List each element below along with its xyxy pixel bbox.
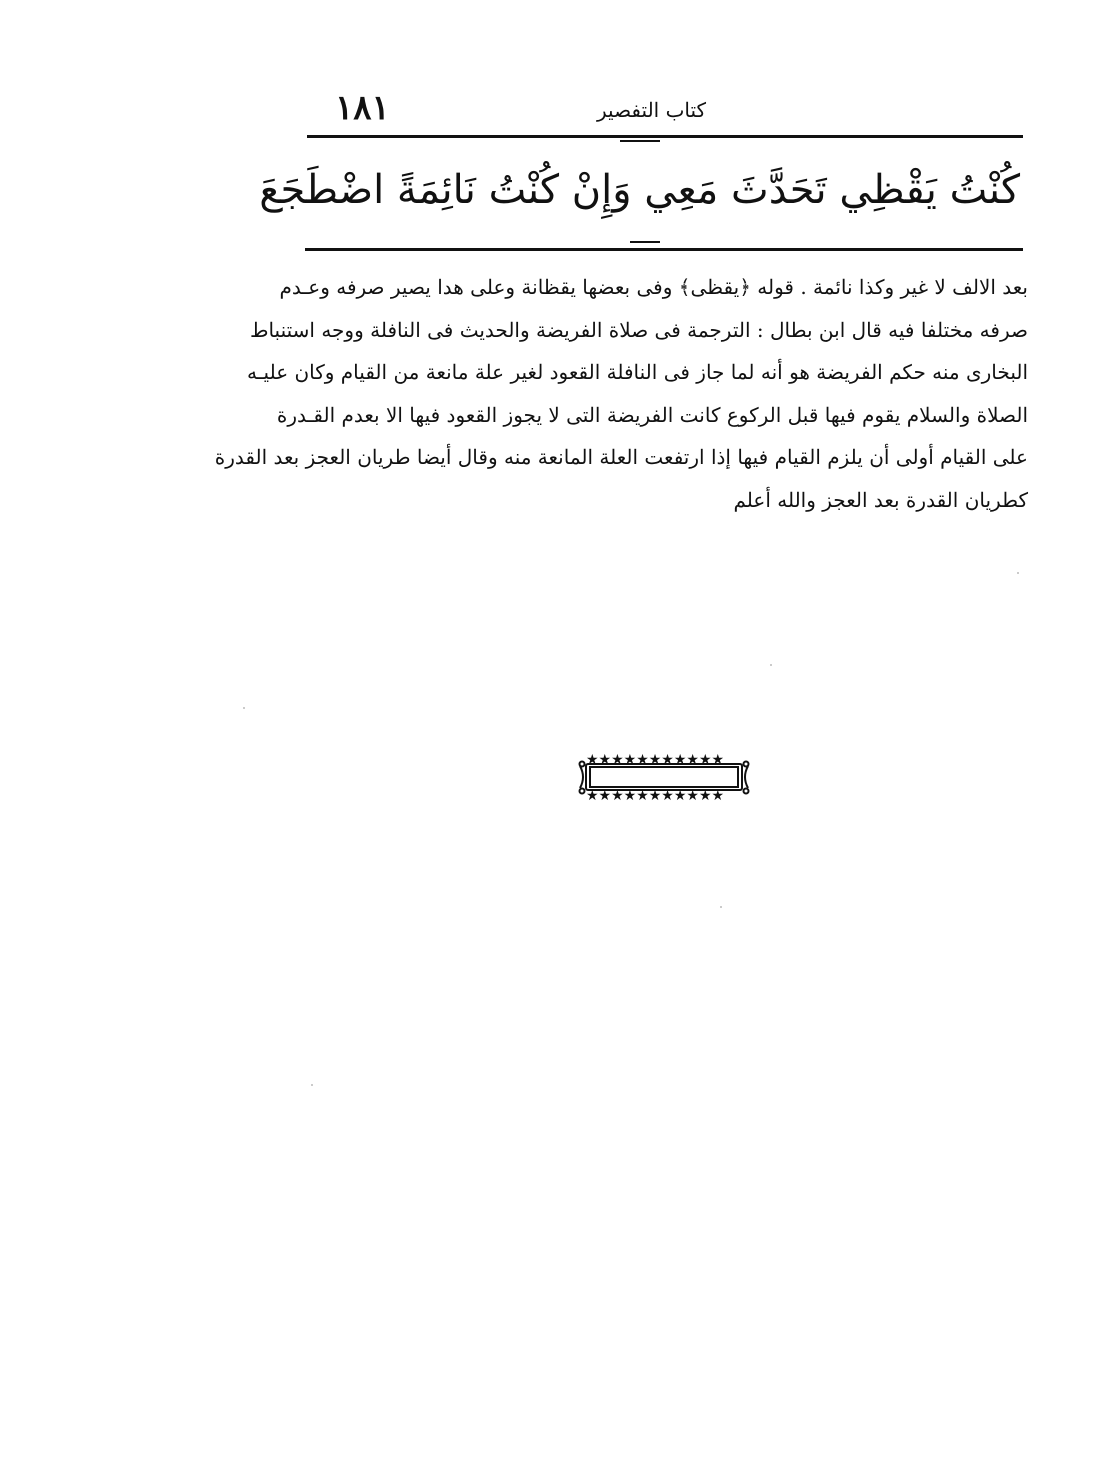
header-rule-accent	[620, 140, 660, 142]
commentary-line: كطريان القدرة بعد العجز والله أعلم	[733, 487, 1028, 512]
commentary-line: بعد الالف لا غير وكذا نائمة . قوله ﴿يقظى﴾ وفى بعضها يقظانة وعلى هدا يصير صرفه وعـدم	[279, 275, 1028, 299]
decorative-star-frame-icon	[578, 752, 750, 802]
running-title: كتاب التفصير	[597, 98, 707, 122]
verse-rule-accent	[630, 241, 660, 243]
scan-speck	[720, 906, 722, 908]
header-rule	[307, 135, 1023, 138]
commentary-line: الصلاة والسلام يقوم فيها قبل الركوع كانت الفريضة التى لا يجوز القعود فيها الا بعدم القـدرة	[276, 402, 1028, 427]
scan-speck	[311, 1084, 313, 1086]
verse-rule	[305, 248, 1023, 251]
commentary-body	[214, 266, 1028, 521]
commentary-line: صرفه مختلفا فيه قال ابن بطال : الترجمة فى صلاة الفريضة والحديث فى النافلة ووجه استنباط	[249, 317, 1028, 342]
commentary-line: البخارى منه حكم الفريضة هو أنه لما جاز فى النافلة القعود لغير علة مانعة من القيام وكان عليـه	[246, 360, 1028, 384]
scan-speck	[1017, 572, 1019, 574]
commentary-line: على القيام أولى أن يلزم القيام فيها إذا ارتفعت العلة المانعة منه وقال أيضا طريان العجز بعد القدرة	[214, 445, 1028, 469]
scan-speck	[243, 707, 245, 709]
scan-speck	[770, 664, 772, 666]
svg-text:★★★★★★★★★★★: ★★★★★★★★★★★	[586, 788, 725, 802]
svg-text:★★★★★★★★★★★: ★★★★★★★★★★★	[586, 752, 725, 768]
verse-text: كُنْتُ يَقْظِي تَحَدَّثَ مَعِي وَإِنْ كُنْتُ نَائِمَةً اضْطَجَعَ	[259, 167, 1020, 213]
page-header	[307, 88, 1023, 132]
page-number: ١٨١	[335, 88, 390, 128]
